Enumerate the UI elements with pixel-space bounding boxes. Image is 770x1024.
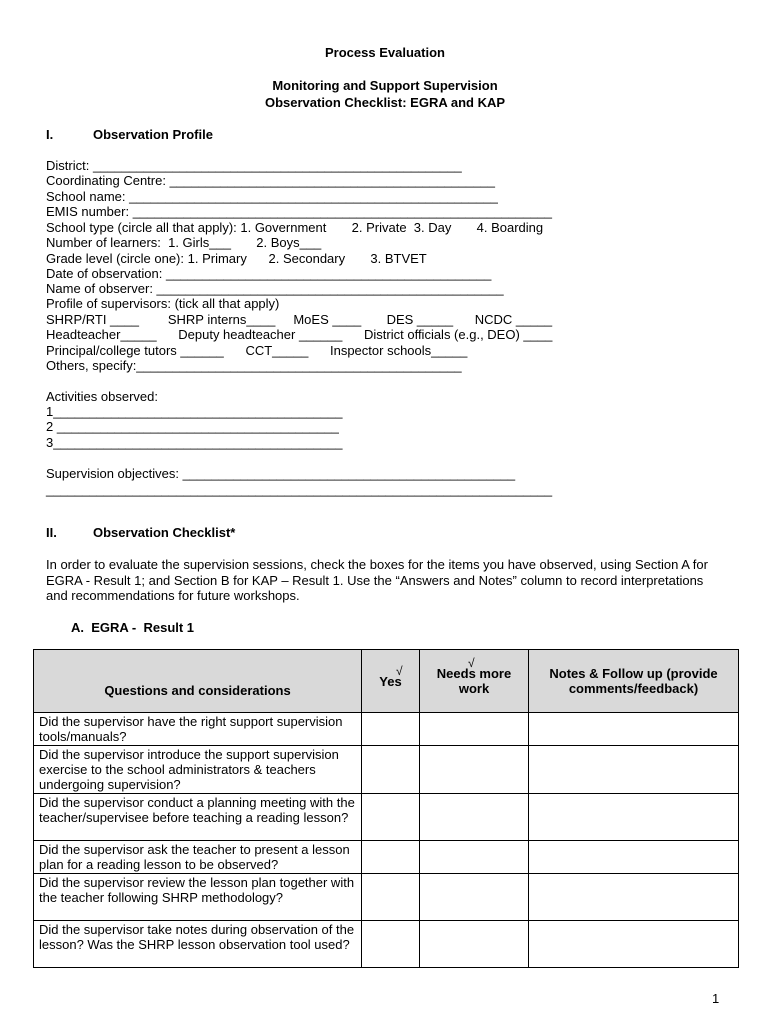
needs-work-checkbox-cell[interactable] (420, 713, 529, 746)
profile-learners: Number of learners: 1. Girls___ 2. Boys___ (46, 235, 322, 250)
page-title: Process Evaluation (325, 45, 445, 60)
activity-line-1: 1________________________________________ (46, 404, 343, 419)
table-row (34, 841, 739, 874)
header-notes: Notes & Follow up (provide comments/feedback) (529, 650, 739, 713)
notes-cell[interactable] (529, 713, 739, 746)
needs-work-checkbox-cell[interactable] (420, 841, 529, 874)
profile-emis-number: EMIS number: __________________________________________________________ (46, 204, 553, 219)
header-yes-label: Yes (379, 673, 402, 689)
instructions-paragraph: In order to evaluate the supervision sessions, check the boxes for the items you have observed, using Section A for EGRA - Result 1; and Section B for KAP – Result 1. Use the “Answers and Notes” column to record interpretations and recommendations for future workshops. (46, 557, 708, 603)
table-row (34, 874, 739, 921)
profile-supervisors-label: Profile of supervisors: (tick all that apply) (46, 296, 280, 311)
needs-work-checkbox-cell[interactable] (420, 921, 529, 968)
activity-line-3: 3________________________________________ (46, 435, 343, 450)
yes-checkbox-cell[interactable] (362, 874, 420, 921)
tick-icon: √ (396, 664, 403, 678)
section-2-heading: Observation Checklist* (93, 525, 236, 540)
header-questions: Questions and considerations (34, 650, 362, 713)
profile-supervisors-row-3: Principal/college tutors ______ CCT_____ Inspector schools_____ (46, 343, 468, 358)
objectives-line-2: ______________________________________________________________________ (46, 482, 553, 497)
profile-district: District: ___________________________________________________ (46, 158, 462, 173)
profile-grade-level: Grade level (circle one): 1. Primary 2. Secondary 3. BTVET (46, 251, 427, 266)
question-cell: Did the supervisor have the right support supervision tools/manuals? (34, 713, 362, 746)
question-cell: Did the supervisor ask the teacher to present a lesson plan for a reading lesson to be observed? (34, 841, 362, 874)
profile-school-name: School name: ___________________________________________________ (46, 189, 498, 204)
needs-work-checkbox-cell[interactable] (420, 746, 529, 794)
notes-cell[interactable] (529, 794, 739, 841)
yes-checkbox-cell[interactable] (362, 841, 420, 874)
notes-cell[interactable] (529, 921, 739, 968)
notes-cell[interactable] (529, 841, 739, 874)
page-subtitle-1: Monitoring and Support Supervision (272, 78, 498, 93)
section-1-heading: Observation Profile (93, 127, 213, 142)
header-yes (362, 650, 420, 713)
question-cell: Did the supervisor introduce the support supervision exercise to the school administrators & teachers undergoing supervision? (34, 746, 362, 794)
section-a-heading: A. EGRA - Result 1 (71, 620, 195, 635)
profile-supervisors-row-2: Headteacher_____ Deputy headteacher ______ District officials (e.g., DEO) ____ (46, 327, 553, 342)
profile-coordinating-centre: Coordinating Centre: _____________________________________________ (46, 173, 495, 188)
yes-checkbox-cell[interactable] (362, 713, 420, 746)
section-1-number: I. (46, 127, 54, 142)
header-needs-label: Needs more work (436, 666, 512, 696)
section-2-number: II. (46, 525, 57, 540)
needs-work-checkbox-cell[interactable] (420, 794, 529, 841)
question-cell: Did the supervisor review the lesson plan together with the teacher following SHRP methodology? (34, 874, 362, 921)
table-row (34, 794, 739, 841)
tick-icon: √ (468, 656, 475, 670)
notes-cell[interactable] (529, 746, 739, 794)
yes-checkbox-cell[interactable] (362, 794, 420, 841)
profile-observer: Name of observer: ________________________________________________ (46, 281, 504, 296)
profile-supervisors-row-1: SHRP/RTI ____ SHRP interns____ MoES ____ DES _____ NCDC _____ (46, 312, 553, 327)
profile-date: Date of observation: _____________________________________________ (46, 266, 492, 281)
page-number: 1 (712, 991, 720, 1006)
question-cell: Did the supervisor conduct a planning meeting with the teacher/supervisee before teaching a reading lesson? (34, 794, 362, 841)
profile-school-type: School type (circle all that apply): 1. Government 2. Private 3. Day 4. Boarding (46, 220, 544, 235)
yes-checkbox-cell[interactable] (362, 921, 420, 968)
table-row (34, 746, 739, 794)
egra-checklist-table (33, 649, 739, 968)
header-needs-more-work (420, 650, 529, 713)
page-subtitle-2: Observation Checklist: EGRA and KAP (264, 95, 506, 110)
table-row (34, 921, 739, 968)
objectives-line-1: Supervision objectives: ______________________________________________ (46, 466, 516, 481)
notes-cell[interactable] (529, 874, 739, 921)
activities-label: Activities observed: (46, 389, 158, 404)
question-cell: Did the supervisor take notes during observation of the lesson? Was the SHRP lesson observation tool used? (34, 921, 362, 968)
profile-others: Others, specify:_____________________________________________ (46, 358, 462, 373)
activity-line-2: 2 _______________________________________ (46, 419, 339, 434)
table-row (34, 713, 739, 746)
yes-checkbox-cell[interactable] (362, 746, 420, 794)
needs-work-checkbox-cell[interactable] (420, 874, 529, 921)
